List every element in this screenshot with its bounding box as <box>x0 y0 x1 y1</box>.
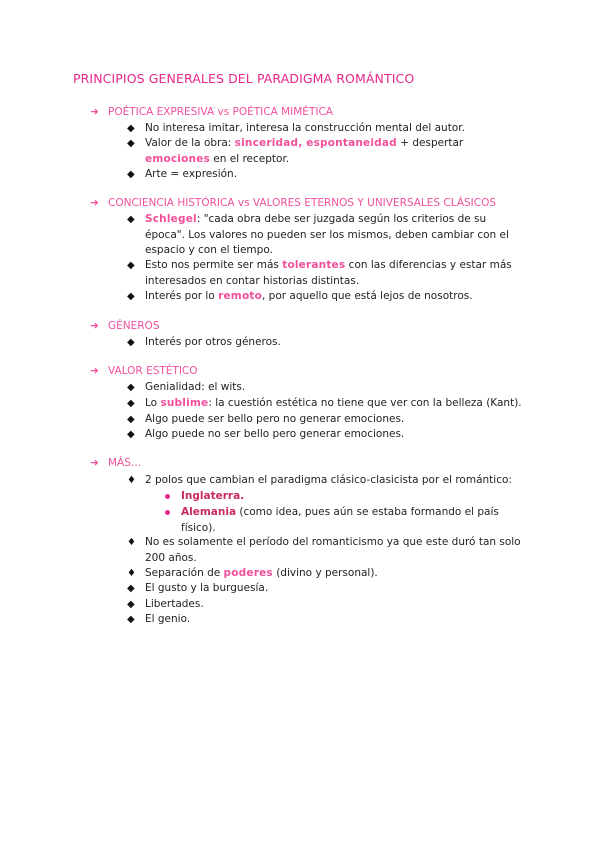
highlight-sublime: sublime <box>160 397 209 409</box>
list-item-text: Valor de la obra: sinceridad, espontaneidad + despertar emociones en el receptor. <box>145 137 464 165</box>
section-heading-valor-estetico <box>90 365 198 377</box>
list-item-text: Interés por otros géneros. <box>145 336 281 348</box>
highlight-sinceridad: sinceridad, espontaneidad <box>234 137 397 149</box>
list-item-text: Algo puede ser bello pero no generar emociones. <box>145 413 405 425</box>
section-heading-text: VALOR ESTÉTICO <box>108 365 198 377</box>
section-heading-text: POÉTICA EXPRESIVA vs POÉTICA MIMÉTICA <box>108 106 333 118</box>
list-item-text: No interesa imitar, interesa la construcción mental del autor. <box>145 122 465 134</box>
list-item-text: El gusto y la burguesía. <box>145 582 269 594</box>
page-title: PRINCIPIOS GENERALES DEL PARADIGMA ROMÁNTICO <box>73 71 415 86</box>
sub-list-item-text: Alemania (como idea, pues aún se estaba formando el país físico). <box>181 506 499 534</box>
diamond-bullet-icon: ◆ <box>127 614 135 625</box>
arrow-right-icon: ➜ <box>90 457 99 469</box>
diamond-bullet-icon: ◆ <box>127 429 135 440</box>
diamond-bullet-icon: ◆ <box>127 583 135 594</box>
small-diamond-bullet-icon: ♦ <box>127 537 136 548</box>
arrow-right-icon: ➜ <box>90 197 99 209</box>
list-item-text: Esto nos permite ser más tolerantes con las diferencias y estar más interesados en contar historias distintas. <box>145 259 512 287</box>
list-item-text: Arte = expresión. <box>145 168 238 180</box>
arrow-right-icon: ➜ <box>90 106 99 118</box>
diamond-bullet-icon: ◆ <box>127 382 135 393</box>
section-heading-poetica <box>90 106 333 118</box>
arrow-right-icon: ➜ <box>90 365 99 377</box>
section-heading-conciencia <box>90 197 496 209</box>
dot-bullet-icon <box>165 510 170 515</box>
list-item-text: Lo sublime: la cuestión estética no tiene que ver con la belleza (Kant). <box>145 397 522 409</box>
list-item-text: El genio. <box>145 613 191 625</box>
list-item-text: Genialidad: el wits. <box>145 381 246 393</box>
small-diamond-bullet-icon: ♦ <box>127 475 136 486</box>
diamond-bullet-icon: ◆ <box>127 123 135 134</box>
highlight-inglaterra: Inglaterra. <box>181 490 245 502</box>
section-heading-text: CONCIENCIA HISTÓRICA vs VALORES ETERNOS Y UNIVERSALES CLÁSICOS <box>108 197 497 209</box>
highlight-alemania: Alemania <box>181 506 237 518</box>
diamond-bullet-icon: ◆ <box>127 138 135 149</box>
diamond-bullet-icon: ◆ <box>127 414 135 425</box>
highlight-poderes: poderes <box>223 567 273 579</box>
highlight-remoto: remoto <box>218 290 262 302</box>
list-item-text: No es solamente el período del romanticismo ya que este duró tan solo 200 años. <box>145 536 521 564</box>
list-item-text: Separación de poderes (divino y personal). <box>145 567 378 579</box>
arrow-right-icon: ➜ <box>90 320 99 332</box>
section-heading-text: GÉNEROS <box>108 320 160 332</box>
list-item-text: Schlegel: "cada obra debe ser juzgada según los criterios de su época". Los valores no pueden ser los mismos, deben cambiar con el espacio y con el tiempo. <box>145 213 509 256</box>
section-heading-text: MÁS… <box>108 457 142 469</box>
diamond-bullet-icon: ◆ <box>127 260 135 271</box>
section-heading-mas <box>90 457 141 469</box>
list-item-text: Algo puede no ser bello pero generar emociones. <box>145 428 405 440</box>
diamond-bullet-icon: ◆ <box>127 599 135 610</box>
list-item-text: 2 polos que cambian el paradigma clásico-clasicista por el romántico: <box>145 474 512 486</box>
list-item-text: Interés por lo remoto, por aquello que está lejos de nosotros. <box>145 290 473 302</box>
section-heading-generos <box>90 320 160 332</box>
diamond-bullet-icon: ◆ <box>127 169 135 180</box>
diamond-bullet-icon: ◆ <box>127 337 135 348</box>
highlight-tolerantes: tolerantes <box>282 259 346 271</box>
highlight-schlegel: Schlegel <box>145 213 197 225</box>
diamond-bullet-icon: ◆ <box>127 398 135 409</box>
highlight-emociones: emociones <box>145 152 210 165</box>
small-diamond-bullet-icon: ♦ <box>127 568 136 579</box>
dot-bullet-icon <box>165 494 170 499</box>
diamond-bullet-icon: ◆ <box>127 291 135 302</box>
list-item-text: Libertades. <box>145 598 204 610</box>
diamond-bullet-icon: ◆ <box>127 214 135 225</box>
